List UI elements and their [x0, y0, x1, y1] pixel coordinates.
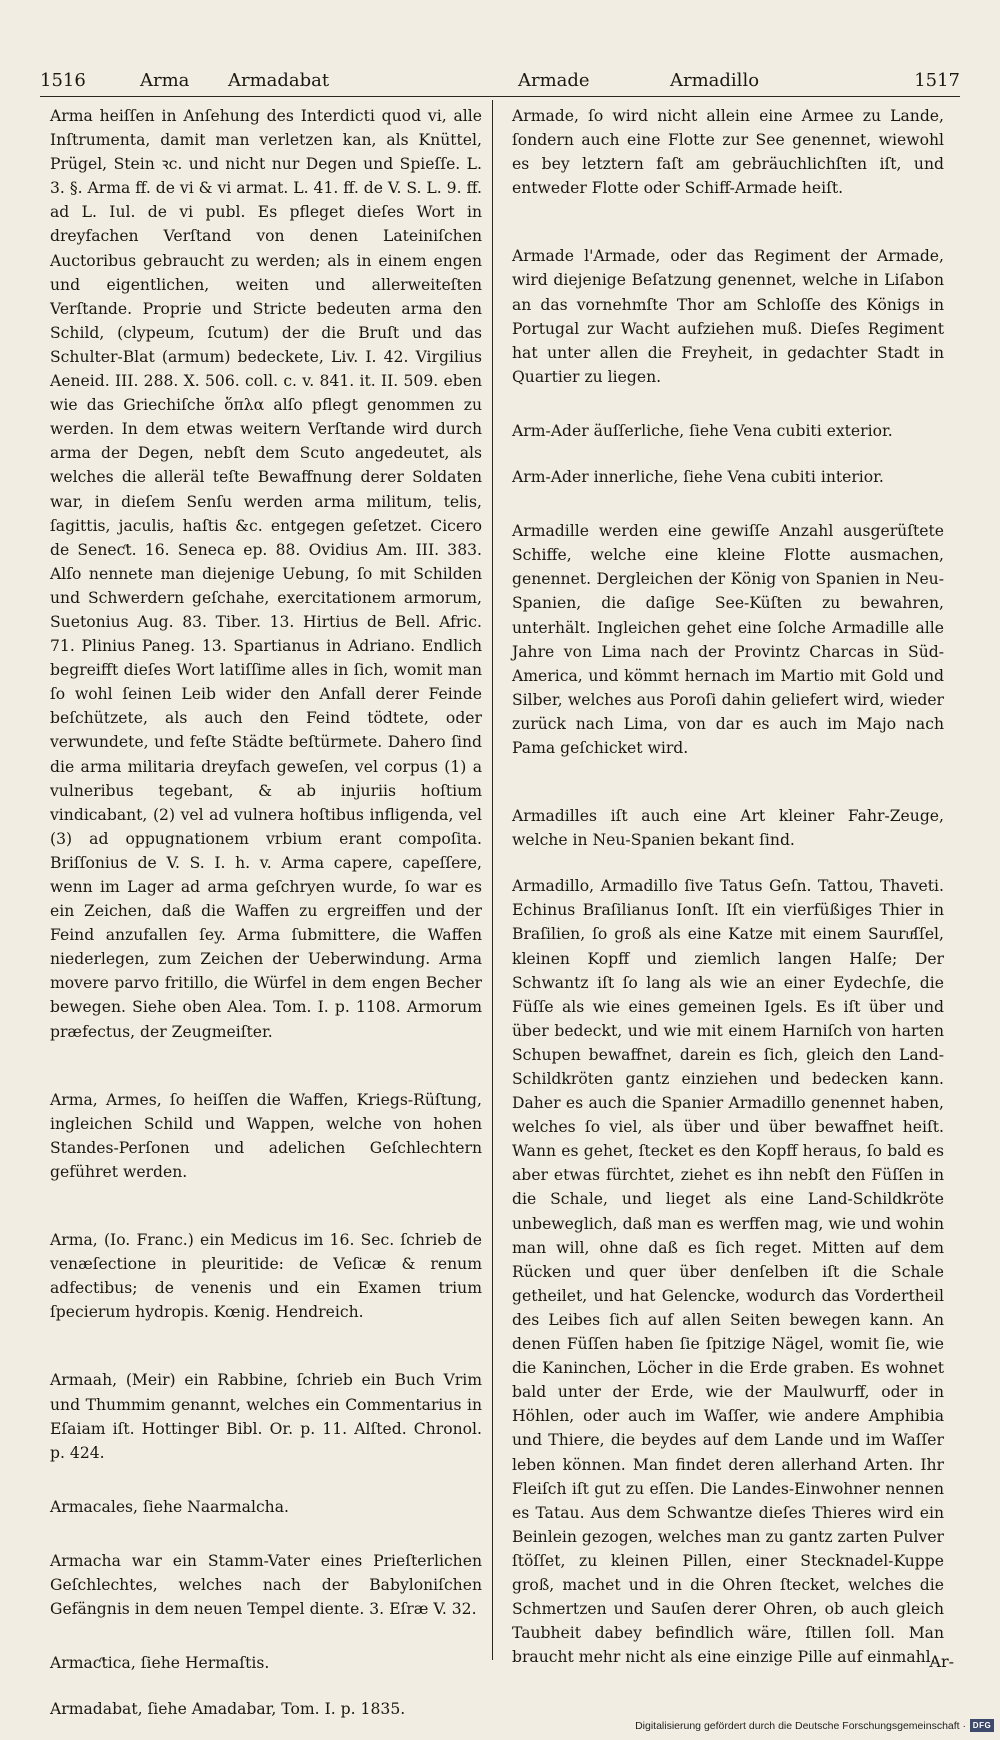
entry-armactica: Armaƈtica, ſiehe Hermaſtis.	[50, 1654, 270, 1673]
header-left-word2: Armadabat	[228, 70, 330, 91]
digitization-footer	[635, 1719, 994, 1732]
footer-text: Digitalisierung gefördert durch die Deutsche Forschungsgemeinschaft ·	[635, 1719, 966, 1732]
page-number-right: 1517	[914, 70, 960, 91]
entry-arma-armes: Arma, Armes, ſo heiſſen die Waffen, Kriegs-Rüſtung, ingleichen Schild und Wappen, welche von hohen Standes-Perſonen und adelichen Geſchlechtern geführet werden.	[50, 1090, 482, 1181]
entry-armadille: Armadille werden eine gewiſſe Anzahl ausgerüſtete Schiffe, welche eine kleine Flotte ausmachen, genennet. Dergleichen der König von Spanien in Neu-Spanien, die daſige See-Küſten zu bewahren, unterhält. Ingleichen gehet eine ſolche Armadille alle Jahre von Lima nach der Provintz Charcas in Süd-America, und kömmt hernach im Martio mit Gold und Silber, welches aus Poroſi dahin geliefert wird, wieder zurück nach Lima, von dar es auch im Majo nach Pama geſchicket wird.	[512, 522, 944, 757]
header-rule	[40, 96, 960, 97]
header-left-word1: Arma	[140, 70, 190, 91]
page-number-left: 1516	[40, 70, 86, 91]
entry-arm-ader-aeusserliche: Arm-Ader äuſſerliche, ſiehe Vena cubiti exterior.	[512, 421, 893, 440]
column-divider	[492, 100, 493, 1660]
entry-armacha: Armacha war ein Stamm-Vater eines Prieſterlichen Geſchlechtes, welches nach der Babyloniſchen Gefängnis in dem neuen Tempel diente. 3. Eſræ V. 32.	[50, 1551, 482, 1619]
dfg-logo: DFG	[970, 1719, 994, 1732]
entry-armacales: Armacales, ſiehe Naarmalcha.	[50, 1497, 289, 1516]
entry-armadabat: Armadabat, ſiehe Amadabar, Tom. I. p. 1835.	[50, 1700, 406, 1719]
entry-armaah: Armaah, (Meir) ein Rabbine, ſchrieb ein Buch Vrim und Thummim genannt, welches ein Commentarius in Eſaiam iſt. Hottinger Bibl. Or. p. 11. Alſted. Chronol. p. 424.	[50, 1371, 482, 1462]
entry-arma-interdicti: Arma heiſſen in Anſehung des Interdicti quod vi, alle Inſtrumenta, damit man verletzen kan, als Knüttel, Prügel, Stein ꝛc. und nicht nur Degen und Spieſſe. L. 3. §. Arma ff. de vi & vi armat. L. 41. ff. de V. S. L. 9. ff. ad L. Iul. de vi publ. Es pfleget dieſes Wort in dreyfachen Verſtand von denen Lateiniſchen Auctoribus gebraucht zu werden; als in einem engen und eigentlichen, weiten und allerweiteſten Verſtande. Proprie und Stricte bedeuten arma den Schild, (clypeum, ſcutum) der die Bruſt und das Schulter-Blat (armum) bedeckete, Liv. I. 42. Virgilius Aeneid. III. 288. X. 506. coll. c. v. 841. it. II. 509. eben wie das Griechiſche ὅπλα alſo pflegt genommen zu werden. In dem etwas weitern Verſtande wird durch arma der Degen, nebſt dem Scuto angedeutet, als welches die alleräl teſte Bewaffnung derer Soldaten war, in dieſem Senſu werden arma militum, telis, ſagittis, jaculis, haſtis &c. entgegen geſetzet. Cicero de Seneƈt. 16. Seneca ep. 88. Ovidius Am. III. 383. Alſo nennete man diejenige Uebung, ſo mit Schilden und Schwerdern geſchahe, exercitationem armorum, Suetonius Aug. 83. Tiber. 13. Hirtius de Bell. Afric. 71. Plinius Paneg. 13. Spartianus in Adriano. Endlich begreifft dieſes Wort latiſſime alles in ſich, womit man ſo wohl ſeinen Leib wider den Anfall derer Feinde beſchützete, als auch den Feind tödtete, oder verwundete, und feſte Städte beſtürmete. Dahero ſind die arma militaria dreyfach geweſen, vel corpus (1) a vulneribus tegebant, & ab injuriis hoſtium vindicabant, (2) vel ad vulnera hoſtibus infligenda, vel (3) ad oppugnationem vrbium erant compoſita. Briſſonius de V. S. I. h. v. Arma capere, capeſſere, wenn im Lager ad arma geſchryen wurde, ſo war es ein Zeichen, daß die Waffen zu ergreiffen und der Feind anzufallen ſey. Arma ſubmittere, die Waffen niederlegen, zum Zeichen der Ueberwindung. Arma movere parvo fritillo, die Würfel in dem engen Becher bewegen. Siehe oben Alea. Tom. I. p. 1108. Armorum præfectus, der Zeugmeiſter.	[50, 107, 482, 1041]
entry-armadillo: Armadillo, Armadillo ſive Tatus Geſn. Tattou, Thaveti. Echinus Braſilianus Ionſt. Iſt ein vierfüßiges Thier in Braſilien, ſo groß als eine Katze mit einem Sauruͤſſel, kleinen Kopff und ziemlich langen Halſe; Der Schwantz iſt ſo lang als wie an einer Eydechſe, die Füſſe als wie eines gemeinen Igels. Es iſt über und über bedeckt, und wie mit einem Harniſch von harten Schupen bewaffnet, darein es ſich, gleich den Land-Schildkröten gantz einziehen und bedecken kann. Daher es auch die Spanier Armadillo genennet haben, welches ſo viel, als über und über bewaffnet heiſt. Wann es gehet, ſtecket es den Kopff heraus, ſo bald es aber etwas fürchtet, ziehet es ihn nebſt den Füſſen in die Schale, und lieget als eine Land-Schildkröte unbeweglich, daß man es werffen mag, wie und wohin man will, ohne daß es ſich reget. Mitten auf dem Rücken und quer über denſelben iſt die Schale getheilet, und hat Gelencke, wodurch das Vordertheil des Leibes ſich auf allen Seiten bewegen kann. An denen Füſſen haben ſie ſpitzige Nägel, womit ſie, wie die Kaninchen, Löcher in die Erde graben. Es wohnet bald unter der Erde, wie der Maulwurff, oder in Höhlen, oder auch im Waſſer, wie andere Amphibia und Thiere, die beydes auf dem Lande und im Waſſer leben können. Man findet deren allerhand Arten. Ihr Fleiſch iſt gut zu eſſen. Die Landes-Einwohner nennen es Tatau. Aus dem Schwantze dieſes Thieres wird ein Beinlein gezogen, welches man zu gantz zarten Pulver ſtöſſet, zu kleinen Pillen, einer Stecknadel-Kuppe groß, machet und in die Ohren ſtecket, welches die Schmertzen und Sauſen derer Ohren, ob auch gleich Taubheit dabey befindlich wäre, ſtillen ſoll. Man braucht mehr nicht als eine einzige Pille auf einmahl.	[512, 877, 944, 1667]
right-column	[512, 104, 944, 1669]
entry-armadilles: Armadilles iſt auch eine Art kleiner Fahr-Zeuge, welche in Neu-Spanien bekant ſind.	[512, 807, 944, 850]
entry-arma-io-franc: Arma, (Io. Franc.) ein Medicus im 16. Sec. ſchrieb de venæſectione in pleuritide: de Veſicæ & renum adfectibus; de venenis und ein Examen trium ſpecierum hydropis. Kœnig. Hendreich.	[50, 1231, 482, 1322]
header-right-word1: Armade	[518, 70, 590, 91]
catchword: Ar-	[929, 1652, 954, 1671]
left-column	[50, 104, 482, 1721]
entry-arm-ader-innerliche: Arm-Ader innerliche, ſiehe Vena cubiti interior.	[512, 468, 884, 487]
header-right-word2: Armadillo	[670, 70, 760, 91]
entry-armade: Armade, ſo wird nicht allein eine Armee zu Lande, ſondern auch eine Flotte zur See genennet, wiewohl es bey letztern faſt am gebräuchlichſten iſt, und entweder Flotte oder Schiff-Armade heiſt.	[512, 107, 944, 198]
entry-armade-regiment: Armade l'Armade, oder das Regiment der Armade, wird diejenige Beſatzung genennet, welche in Liſabon an das vornehmſte Thor am Schloſſe des Königs in Portugal zur Wacht aufziehen muß. Dieſes Regiment hat unter allen die Freyheit, in gedachter Stadt in Quartier zu liegen.	[512, 247, 944, 386]
